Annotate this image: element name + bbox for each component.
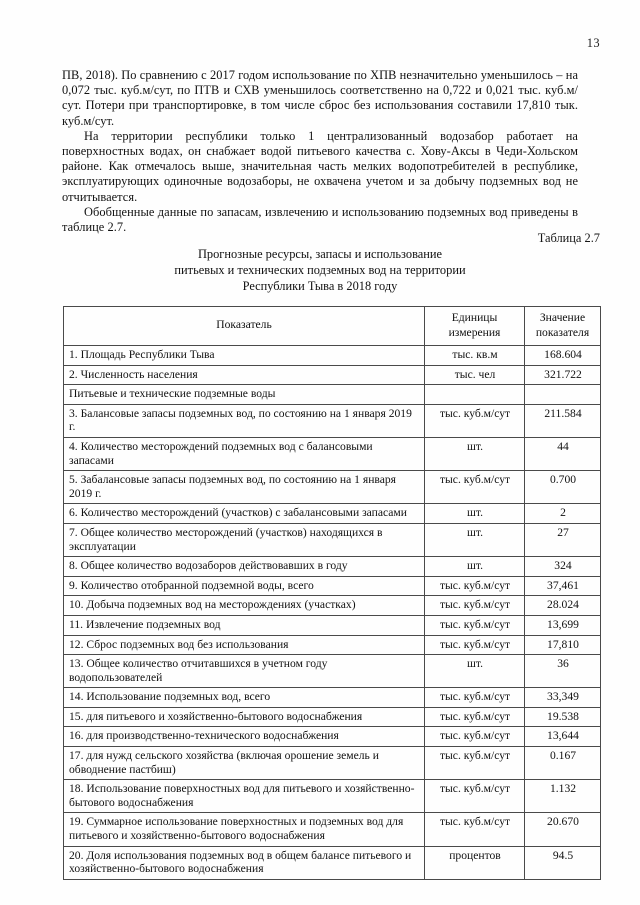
table-row: [64, 655, 601, 688]
table-cell-indicator: 1. Площадь Республики Тыва: [64, 346, 425, 366]
table-cell-unit: тыс. куб.м/сут: [425, 635, 525, 655]
table-cell-indicator: 5. Забалансовые запасы подземных вод, по состоянию на 1 января 2019 г.: [64, 471, 425, 504]
table-cell-indicator: 8. Общее количество водозаборов действовавших в году: [64, 557, 425, 577]
table-cell-indicator: 6. Количество месторождений (участков) с забалансовыми запасами: [64, 504, 425, 524]
table-row: [64, 615, 601, 635]
table-cell-unit: тыс. куб.м/сут: [425, 688, 525, 708]
table-row: [64, 688, 601, 708]
table-cell-indicator: Питьевые и технические подземные воды: [64, 385, 425, 405]
table-title: [62, 246, 578, 294]
table-header-row: [64, 307, 601, 346]
table-cell-value: 0.700: [525, 471, 601, 504]
table-row: [64, 504, 601, 524]
table-cell-value: 0.167: [525, 747, 601, 780]
table-cell-unit: тыс. куб.м/сут: [425, 404, 525, 437]
table-cell-value: 13,699: [525, 615, 601, 635]
table-cell-unit: тыс. куб.м/сут: [425, 615, 525, 635]
table-cell-indicator: 13. Общее количество отчитавшихся в учетном году водопользователей: [64, 655, 425, 688]
table-cell-unit: шт.: [425, 504, 525, 524]
table-cell-indicator: 11. Извлечение подземных вод: [64, 615, 425, 635]
column-header-units: [425, 307, 525, 346]
table-cell-unit: тыс. куб.м/сут: [425, 727, 525, 747]
table-cell-value: 17,810: [525, 635, 601, 655]
table-cell-value: 44: [525, 437, 601, 470]
column-header-units-line2: измерения: [448, 325, 501, 339]
table-cell-unit: шт.: [425, 655, 525, 688]
table-cell-value: 321.722: [525, 365, 601, 385]
table-cell-unit: тыс. чел: [425, 365, 525, 385]
table-cell-unit: процентов: [425, 846, 525, 879]
table-cell-value: 37,461: [525, 576, 601, 596]
table-cell-value: 2: [525, 504, 601, 524]
table-section-row: [64, 385, 601, 405]
table-cell-unit: шт.: [425, 523, 525, 556]
column-header-value: [525, 307, 601, 346]
table-cell-value: 211.584: [525, 404, 601, 437]
table-cell-indicator: 19. Суммарное использование поверхностных и подземных вод для питьевого и хозяйственно-бытового водоснабжения: [64, 813, 425, 846]
table-cell-value: 20.670: [525, 813, 601, 846]
table-cell-indicator: 12. Сброс подземных вод без использования: [64, 635, 425, 655]
table-cell-value: 168.604: [525, 346, 601, 366]
table-cell-indicator: 14. Использование подземных вод, всего: [64, 688, 425, 708]
body-text-block: [62, 68, 578, 235]
column-header-value-line1: Значение: [539, 311, 586, 324]
table-cell-indicator: 7. Общее количество месторождений (участков) находящихся в эксплуатации: [64, 523, 425, 556]
table-row: [64, 523, 601, 556]
table-row: [64, 557, 601, 577]
table-body: [64, 346, 601, 880]
table-cell-value: 94.5: [525, 846, 601, 879]
table-cell-unit: тыс. кв.м: [425, 346, 525, 366]
table-cell-value: 324: [525, 557, 601, 577]
table-cell-unit: тыс. куб.м/сут: [425, 780, 525, 813]
table-row: [64, 346, 601, 366]
table-row: [64, 747, 601, 780]
paragraph-3: Обобщенные данные по запасам, извлечению и использованию подземных вод приведены в таблице 2.7.: [62, 204, 578, 235]
table-row: [64, 813, 601, 846]
column-header-indicator: Показатель: [64, 307, 425, 346]
table-cell-value: 1.132: [525, 780, 601, 813]
table-cell-value: 28.024: [525, 596, 601, 616]
table-cell-unit: тыс. куб.м/сут: [425, 596, 525, 616]
table-row: [64, 596, 601, 616]
table-cell-indicator: 20. Доля использования подземных вод в общем балансе питьевого и хозяйственно-бытового водоснабжения: [64, 846, 425, 879]
table-cell-indicator: 15. для питьевого и хозяйственно-бытового водоснабжения: [64, 707, 425, 727]
table-cell-unit: шт.: [425, 557, 525, 577]
table-cell-unit: тыс. куб.м/сут: [425, 707, 525, 727]
table-cell-value: 36: [525, 655, 601, 688]
table-row: [64, 576, 601, 596]
groundwater-data-table: [63, 306, 601, 880]
table-cell-value: 19.538: [525, 707, 601, 727]
table-cell-indicator: 17. для нужд сельского хозяйства (включая орошение земель и обводнение пастбиш): [64, 747, 425, 780]
table-cell-unit: тыс. куб.м/сут: [425, 813, 525, 846]
column-header-units-line1: Единицы: [451, 311, 498, 324]
data-table-container: [63, 306, 600, 880]
table-title-line-2: питьевых и технических подземных вод на территории: [174, 263, 466, 277]
table-row: [64, 404, 601, 437]
table-cell-value: 27: [525, 523, 601, 556]
table-cell-indicator: 16. для производственно-технического водоснабжения: [64, 727, 425, 747]
table-row: [64, 437, 601, 470]
table-title-line-1: Прогнозные ресурсы, запасы и использование: [197, 247, 443, 261]
paragraph-1: ПВ, 2018). По сравнению с 2017 годом использование по ХПВ незначительно уменьшилось – на 0,072 тыс. куб.м/сут, по ПТВ и СХВ уменьшилось соответственно на 0,722 и 0,021 тыс. куб.м/сут. Потери при транспортировке, в том числе сброс без использования составили 17,810 тык. куб.м/сут.: [62, 68, 578, 128]
table-row: [64, 707, 601, 727]
table-title-line-3: Республики Тыва в 2018 году: [242, 279, 398, 293]
table-cell-value: 13,644: [525, 727, 601, 747]
table-row: [64, 365, 601, 385]
table-row: [64, 780, 601, 813]
table-number-label: Таблица 2.7: [537, 231, 600, 245]
paragraph-2: На территории республики только 1 централизованный водозабор работает на поверхностных водах, он снабжает водой питьевого качества с. Хову-Аксы в Чеди-Хольском районе. Как отмечалось выше, значительная часть мелких водопотребителей в республике, эксплуатирующих одиночные водозаборы, не охвачена учетом и за добычу подземных вод не отчитывается.: [62, 128, 578, 204]
table-cell-unit: тыс. куб.м/сут: [425, 576, 525, 596]
table-cell-indicator: 10. Добыча подземных вод на месторождениях (участках): [64, 596, 425, 616]
table-cell-indicator: 3. Балансовые запасы подземных вод, по состоянию на 1 января 2019 г.: [64, 404, 425, 437]
table-row: [64, 471, 601, 504]
table-cell-value: [525, 385, 601, 405]
table-cell-unit: тыс. куб.м/сут: [425, 747, 525, 780]
table-cell-indicator: 4. Количество месторождений подземных вод с балансовыми запасами: [64, 437, 425, 470]
table-row: [64, 635, 601, 655]
table-cell-indicator: 9. Количество отобранной подземной воды, всего: [64, 576, 425, 596]
column-header-value-line2: показателя: [535, 325, 590, 339]
page-number: 13: [586, 36, 600, 50]
table-cell-unit: [425, 385, 525, 405]
table-row: [64, 846, 601, 879]
table-cell-unit: тыс. куб.м/сут: [425, 471, 525, 504]
table-cell-value: 33,349: [525, 688, 601, 708]
table-cell-indicator: 2. Численность населения: [64, 365, 425, 385]
table-row: [64, 727, 601, 747]
table-cell-indicator: 18. Использование поверхностных вод для питьевого и хозяйственно-бытового водоснабжения: [64, 780, 425, 813]
table-cell-unit: шт.: [425, 437, 525, 470]
